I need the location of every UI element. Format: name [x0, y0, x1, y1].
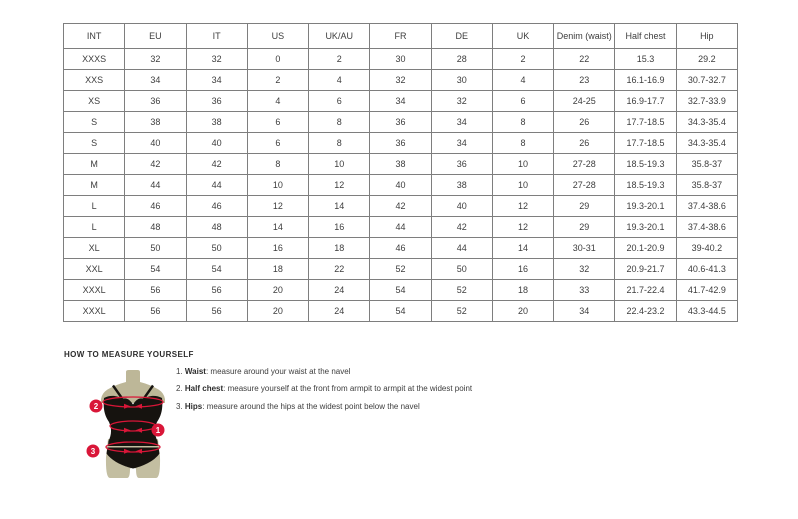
table-row [64, 196, 738, 217]
table-row [64, 259, 738, 280]
table-cell: 50 [431, 259, 492, 280]
table-cell: 56 [125, 301, 186, 322]
table-cell: 19.3-20.1 [615, 196, 676, 217]
table-cell: 8 [309, 133, 370, 154]
measure-step [176, 384, 596, 401]
table-cell: 46 [186, 196, 247, 217]
table-cell: 17.7-18.5 [615, 112, 676, 133]
measure-step [176, 402, 596, 419]
column-header: Half chest [615, 24, 676, 49]
step-term: Half chest [184, 384, 224, 394]
table-cell: 29.2 [676, 49, 737, 70]
table-cell: 16 [247, 238, 308, 259]
table-cell: 14 [247, 217, 308, 238]
table-cell: S [64, 112, 125, 133]
table-cell: 34.3-35.4 [676, 112, 737, 133]
table-cell: 44 [186, 175, 247, 196]
table-cell: M [64, 154, 125, 175]
table-cell: 20.1-20.9 [615, 238, 676, 259]
table-row [64, 133, 738, 154]
table-cell: 40 [186, 133, 247, 154]
table-cell: 29 [554, 196, 615, 217]
step-number: 1. [176, 367, 185, 376]
table-cell: 48 [125, 217, 186, 238]
table-cell: 44 [370, 217, 431, 238]
table-cell: 50 [125, 238, 186, 259]
table-cell: 41.7-42.9 [676, 280, 737, 301]
table-cell: 18.5-19.3 [615, 175, 676, 196]
table-cell: 40 [370, 175, 431, 196]
table-cell: 6 [492, 91, 553, 112]
table-cell: 50 [186, 238, 247, 259]
table-cell: 36 [186, 91, 247, 112]
table-cell: 16 [492, 259, 553, 280]
table-cell: 40 [125, 133, 186, 154]
column-header: US [247, 24, 308, 49]
svg-text:1: 1 [155, 426, 161, 435]
table-cell: 40.6-41.3 [676, 259, 737, 280]
table-cell: 40 [431, 196, 492, 217]
table-cell: 35.8-37 [676, 175, 737, 196]
table-cell: 44 [431, 238, 492, 259]
table-cell: 42 [370, 196, 431, 217]
table-cell: 52 [431, 301, 492, 322]
table-cell: 36 [431, 154, 492, 175]
table-cell: 30 [431, 70, 492, 91]
table-cell: 18.5-19.3 [615, 154, 676, 175]
table-row [64, 238, 738, 259]
table-cell: 32 [431, 91, 492, 112]
table-cell: 39-40.2 [676, 238, 737, 259]
table-cell: 14 [309, 196, 370, 217]
table-cell: 42 [431, 217, 492, 238]
table-cell: 12 [247, 196, 308, 217]
table-cell: 2 [309, 49, 370, 70]
table-cell: 21.7-22.4 [615, 280, 676, 301]
table-cell: 2 [247, 70, 308, 91]
table-cell: 37.4-38.6 [676, 196, 737, 217]
table-cell: 15.3 [615, 49, 676, 70]
table-cell: 12 [492, 196, 553, 217]
table-cell: M [64, 175, 125, 196]
step-text: : measure around your waist at the navel [205, 367, 351, 376]
table-cell: 42 [125, 154, 186, 175]
table-cell: 30.7-32.7 [676, 70, 737, 91]
table-cell: 20 [247, 301, 308, 322]
table-cell: 19.3-20.1 [615, 217, 676, 238]
step-number: 3. [176, 401, 185, 411]
size-chart [63, 23, 738, 322]
table-cell: 22 [309, 259, 370, 280]
table-cell: 34 [554, 301, 615, 322]
table-cell: 30 [370, 49, 431, 70]
step-number: 2. [176, 384, 185, 394]
table-cell: XXS [64, 70, 125, 91]
table-cell: XXXL [64, 280, 125, 301]
table-cell: 24-25 [554, 91, 615, 112]
step-text: : measure around the hips at the widest point below the navel [202, 401, 420, 411]
table-cell: 6 [309, 91, 370, 112]
table-cell: 4 [247, 91, 308, 112]
table-cell: 34.3-35.4 [676, 133, 737, 154]
column-header: UK/AU [309, 24, 370, 49]
table-row [64, 280, 738, 301]
table-cell: 2 [492, 49, 553, 70]
table-cell: XXXL [64, 301, 125, 322]
table-row [64, 175, 738, 196]
table-cell: 32 [125, 49, 186, 70]
table-cell: 38 [431, 175, 492, 196]
svg-text:2: 2 [93, 402, 99, 411]
table-cell: 34 [431, 133, 492, 154]
measure-instructions [176, 367, 596, 419]
table-cell: 38 [186, 112, 247, 133]
table-cell: 32 [554, 259, 615, 280]
table-cell: 22.4-23.2 [615, 301, 676, 322]
table-cell: 8 [492, 112, 553, 133]
table-cell: 17.7-18.5 [615, 133, 676, 154]
table-cell: 29 [554, 217, 615, 238]
table-row [64, 154, 738, 175]
table-cell: 36 [125, 91, 186, 112]
table-row [64, 112, 738, 133]
table-cell: 27-28 [554, 154, 615, 175]
column-header: UK [492, 24, 553, 49]
table-cell: 32 [370, 70, 431, 91]
measure-step [176, 367, 596, 384]
table-cell: 6 [247, 112, 308, 133]
svg-text:3: 3 [90, 447, 96, 456]
table-row [64, 91, 738, 112]
table-cell: 44 [125, 175, 186, 196]
table-row [64, 49, 738, 70]
column-header: Hip [676, 24, 737, 49]
size-chart-body [64, 49, 738, 322]
table-cell: 30-31 [554, 238, 615, 259]
table-cell: 24 [309, 280, 370, 301]
table-cell: 14 [492, 238, 553, 259]
column-header: FR [370, 24, 431, 49]
step-term: Waist [184, 367, 206, 376]
mannequin-illustration [80, 369, 185, 480]
table-cell: 42 [186, 154, 247, 175]
table-cell: 34 [125, 70, 186, 91]
table-cell: 37.4-38.6 [676, 217, 737, 238]
table-cell: 16 [309, 217, 370, 238]
table-cell: 6 [247, 133, 308, 154]
size-chart-header [64, 24, 738, 49]
table-cell: 46 [125, 196, 186, 217]
column-header: Denim (waist) [554, 24, 615, 49]
measurement-figure [80, 369, 185, 480]
table-cell: 36 [370, 133, 431, 154]
table-cell: 18 [309, 238, 370, 259]
table-cell: XXL [64, 259, 125, 280]
table-cell: 4 [309, 70, 370, 91]
table-cell: 35.8-37 [676, 154, 737, 175]
table-cell: 12 [492, 217, 553, 238]
table-cell: 56 [186, 301, 247, 322]
table-cell: 28 [431, 49, 492, 70]
table-cell: XL [64, 238, 125, 259]
size-chart-table [63, 23, 738, 322]
table-cell: 26 [554, 112, 615, 133]
table-row [64, 301, 738, 322]
column-header: IT [186, 24, 247, 49]
table-cell: 34 [370, 91, 431, 112]
table-cell: 16.1-16.9 [615, 70, 676, 91]
table-cell: L [64, 196, 125, 217]
waist-badge [152, 424, 165, 437]
table-cell: XS [64, 91, 125, 112]
table-cell: 16.9-17.7 [615, 91, 676, 112]
table-cell: 34 [186, 70, 247, 91]
table-cell: 26 [554, 133, 615, 154]
table-cell: 24 [309, 301, 370, 322]
table-cell: 54 [370, 280, 431, 301]
table-cell: 54 [186, 259, 247, 280]
table-cell: 0 [247, 49, 308, 70]
table-cell: 10 [492, 154, 553, 175]
table-cell: 54 [370, 301, 431, 322]
table-cell: 20.9-21.7 [615, 259, 676, 280]
table-cell: 8 [247, 154, 308, 175]
hips-badge [87, 445, 100, 458]
column-header: EU [125, 24, 186, 49]
table-cell: 27-28 [554, 175, 615, 196]
table-cell: 32 [186, 49, 247, 70]
table-cell: 48 [186, 217, 247, 238]
table-cell: 18 [492, 280, 553, 301]
table-cell: S [64, 133, 125, 154]
table-cell: 33 [554, 280, 615, 301]
table-cell: 56 [186, 280, 247, 301]
table-cell: 34 [431, 112, 492, 133]
table-cell: 23 [554, 70, 615, 91]
column-header: INT [64, 24, 125, 49]
step-term: Hips [184, 401, 203, 411]
measure-section-heading: HOW TO MEASURE YOURSELF [64, 350, 194, 359]
table-row [64, 217, 738, 238]
table-cell: 32.7-33.9 [676, 91, 737, 112]
table-cell: L [64, 217, 125, 238]
chest-badge [90, 400, 103, 413]
table-cell: 20 [247, 280, 308, 301]
table-cell: 46 [370, 238, 431, 259]
table-cell: 10 [309, 154, 370, 175]
table-cell: 10 [492, 175, 553, 196]
table-cell: 38 [125, 112, 186, 133]
table-cell: 36 [370, 112, 431, 133]
column-header: DE [431, 24, 492, 49]
table-row [64, 70, 738, 91]
table-cell: 12 [309, 175, 370, 196]
table-cell: 4 [492, 70, 553, 91]
table-cell: XXXS [64, 49, 125, 70]
table-cell: 8 [492, 133, 553, 154]
header-row [64, 24, 738, 49]
table-cell: 18 [247, 259, 308, 280]
table-cell: 8 [309, 112, 370, 133]
table-cell: 54 [125, 259, 186, 280]
table-cell: 56 [125, 280, 186, 301]
table-cell: 20 [492, 301, 553, 322]
table-cell: 52 [431, 280, 492, 301]
table-cell: 52 [370, 259, 431, 280]
table-cell: 38 [370, 154, 431, 175]
table-cell: 22 [554, 49, 615, 70]
table-cell: 43.3-44.5 [676, 301, 737, 322]
step-text: : measure yourself at the front from armpit to armpit at the widest point [223, 384, 473, 394]
table-cell: 10 [247, 175, 308, 196]
